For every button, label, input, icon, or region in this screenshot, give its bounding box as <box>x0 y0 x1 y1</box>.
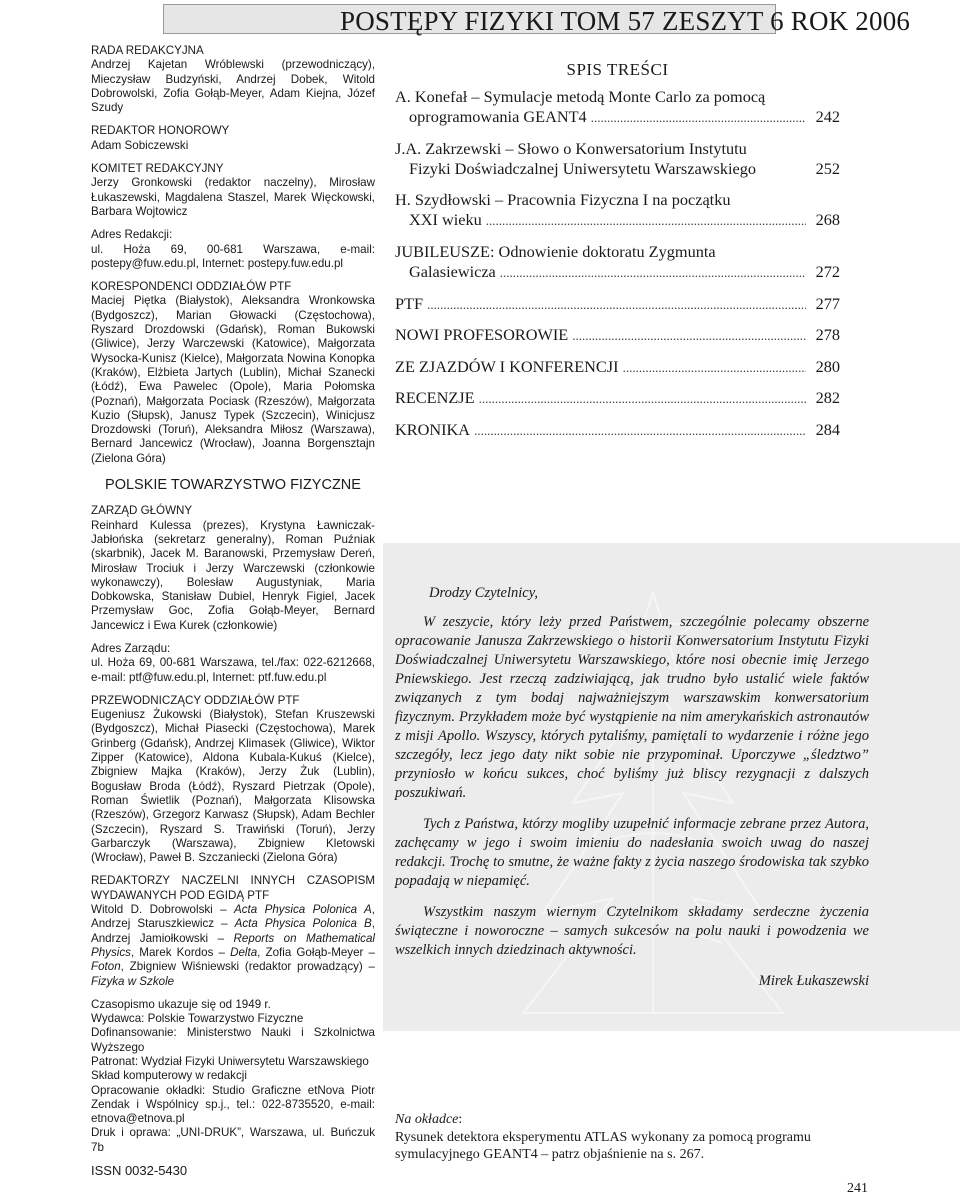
toc-leader <box>572 326 806 347</box>
toc-entry-title: PTF <box>395 293 424 313</box>
letter-paragraph: W zeszycie, który leży przed Państwem, szczególnie polecamy obszerne opracowanie Janusza Zakrzewskiego o historii Konwersatorium Instytutu Fizyki Doświadczalnej Uniwersytetu Warszawskiego, które nosi obecnie imię Jerzego Pniewskiego. Jest rzeczą zadziwiającą, jak trudno było ustalić wiele faktów związanych z tym bodaj najważniejszym warszawskim konwersatorium fizycznym. Przykładem może być wystąpienie na nim amerykańskich astronautów z misji Apollo. Wszyscy, których pytaliśmy, pamiętali to wydarzenie i różne jego szczegóły, lecz jego daty nikt sobie nie przypominał. Uporczywe „śledztwo” przyniosło w końcu sukces, choć byliśmy już bliscy rezygnacji z dalszych poszukiwań. <box>395 614 869 801</box>
wydawca-text: Wydawca: Polskie Towarzystwo Fizyczne <box>91 1012 304 1026</box>
rada-title: RADA REDAKCYJNA <box>91 44 204 57</box>
table-of-contents <box>395 60 840 451</box>
przew-text: Eugeniusz Żukowski (Białystok), Stefan Kruszewski (Bydgoszcz), Michał Piasecki (Częstochowa), Marek Grinberg (Gdańsk), Andrzej Klimasek (Gliwice), Wiktor Zipper (Katowice), Aldona Kubala-Kukuś (Kielce), Zbigniew Majka (Kraków), Jerzy Żuk (Lublin), Bogusław Broda (Łódź), Ryszard Pietrzak (Opole), Roman Świetlik (Poznań), Małgorzata Klisowska (Rzeszów), Grzegorz Karwasz (Słupsk), Adam Bechler (Szczecin), Ryszard S. Trawiński (Toruń), Jerzy Garbarczyk (Warszawa), Zbigniew Kletowski (Wrocław), Paweł B. Szczaniecki (Zielona Góra) <box>91 708 375 865</box>
toc-leader <box>500 263 806 284</box>
toc-entry-title-cont: XXI wieku <box>409 210 482 229</box>
letter-greeting: Drodzy Czytelnicy, <box>429 585 538 601</box>
toc-entry-title: ZE ZJAZDÓW I KONFERENCJI <box>395 356 619 376</box>
toc-entry[interactable] <box>395 357 840 379</box>
redaktorzy-text: Witold D. Dobrowolski – Acta Physica Polonica A, Andrzej Staruszkiewicz – Acta Physica Polonica B, Andrzej Jamiołkowski – Reports on Mathematical Physics, Marek Kordos – Delta, Zofia Gołąb-Meyer – Foton, Zbigniew Wiśniewski (redaktor prowadzący) – Fizyka w Szkole <box>91 903 376 988</box>
komitet-text: Jerzy Gronkowski (redaktor naczelny), Mirosław Łukaszewski, Magdalena Staszel, Marek Więckowski, Barbara Wojtowicz <box>91 176 375 218</box>
druk-text: Druk i oprawa: „UNI-DRUK”, Warszawa, ul. Buńczuk 7b <box>91 1126 375 1154</box>
komitet-title: KOMITET REDAKCYJNY <box>91 162 224 176</box>
page-number: 241 <box>847 1181 868 1196</box>
czasopismo-text: Czasopismo ukazuje się od 1949 r. <box>91 997 271 1011</box>
toc-leader <box>474 421 806 442</box>
issn: ISSN 0032-5430 <box>91 1163 188 1179</box>
cover-note <box>395 1111 869 1164</box>
editorial-letter <box>395 584 869 991</box>
toc-entry-title-cont: Galasiewicza <box>409 262 496 281</box>
toc-entry[interactable] <box>395 294 840 316</box>
dofinansowanie-text: Dofinansowanie: Ministerstwo Nauki i Szkolnictwa Wyższego <box>91 1026 375 1054</box>
toc-page-number: 252 <box>815 159 840 178</box>
toc-entry-title: NOWI PROFESOROWIE <box>395 325 569 344</box>
toc-entry[interactable] <box>395 420 840 442</box>
toc-page-number: 278 <box>815 325 840 344</box>
redaktorzy-title: REDAKTORZY NACZELNI INNYCH CZASOPISM WYDAWANYCH POD EGIDĄ PTF <box>91 874 375 902</box>
toc-entry-title: RECENZJE <box>395 388 475 407</box>
adres-zarzadu-text: ul. Hoża 69, 00-681 Warszawa, tel./fax: 022-6212668, e-mail: ptf@fuw.edu.pl, Internet: ptf.fuw.edu.pl <box>91 656 375 684</box>
toc-entry-title-cont: Fizyki Doświadczalnej Uniwersytetu Warszawskiego <box>409 159 756 178</box>
toc-entry[interactable] <box>395 87 840 129</box>
adres-title: Adres Redakcji: <box>91 228 173 242</box>
toc-leader <box>623 358 806 379</box>
toc-page-number: 268 <box>815 210 840 229</box>
toc-entry[interactable] <box>395 388 840 410</box>
zarzad-text: Reinhard Kulessa (prezes), Krystyna Ławniczak-Jabłońska (sekretarz generalny), Roman Puźniak (skarbnik), Jacek M. Baranowski, Przemysław Dereń, Mirosław Trociuk i Jerzy Warczewski (członkowie wykonawczy), Bolesław Augustyniak, Maria Dobkowska, Stanisław Dubiel, Henryk Figiel, Jacek Przemysław Goc, Zofia Gołąb-Meyer, Bernard Jancewicz i Ewa Kurek (członkowie) <box>91 518 375 632</box>
toc-entry-title: J.A. Zakrzewski – Słowo o Konwersatorium Instytutu <box>395 138 747 158</box>
cover-label-colon: : <box>458 1112 463 1127</box>
journal-title: POSTĘPY FIZYKI TOM 57 ZESZYT 6 ROK 2006 <box>340 6 911 36</box>
journal-header <box>163 4 911 36</box>
toc-entry[interactable] <box>395 139 840 180</box>
toc-entry-title: KRONIKA <box>395 419 471 439</box>
toc-leader <box>427 295 806 316</box>
toc-entry-title-cont: oprogramowania GEANT4 <box>409 107 587 126</box>
toc-page-number: 280 <box>815 356 840 376</box>
toc-entry[interactable] <box>395 242 840 284</box>
toc-heading: SPIS TREŚCI <box>566 60 669 79</box>
patronat-text: Patronat: Wydział Fizyki Uniwersytetu Warszawskiego <box>91 1055 369 1068</box>
toc-page-number: 272 <box>815 262 840 281</box>
toc-leader <box>486 211 806 232</box>
toc-entry[interactable] <box>395 190 840 232</box>
zarzad-title: ZARZĄD GŁÓWNY <box>91 504 193 518</box>
sklad-text: Skład komputerowy w redakcji <box>91 1069 247 1083</box>
cover-label: Na okładce <box>395 1112 459 1127</box>
koresp-title: KORESPONDENCI ODDZIAŁÓW PTF <box>91 280 292 294</box>
letter-paragraph: Tych z Państwa, którzy mogliby uzupełnić informacje zebrane przez Autora, zachęcamy w jego i swoim imieniu do nadesłania swoich uwag do naszej redakcji. Trochę to smutne, że ważne fakty z życia naszego środowiska tak szybko popadają w niepamięć. <box>395 816 869 889</box>
toc-entry-title: JUBILEUSZE: Odnowienie doktoratu Zygmunta <box>395 241 716 261</box>
cover-text: Rysunek detektora eksperymentu ATLAS wykonany za pomocą programu symulacyjnego GEANT4 – patrz objaśnienie na s. 267. <box>395 1129 811 1162</box>
rada-text: Andrzej Kajetan Wróblewski (przewodniczący), Mieczysław Budzyński, Andrzej Dobek, Witold Dobrowolski, Zofia Gołąb-Meyer, Adam Kiejna, Józef Szudy <box>91 58 375 115</box>
toc-page-number: 282 <box>815 388 840 407</box>
adres-zarzadu-title: Adres Zarządu: <box>91 641 171 655</box>
toc-page-number: 242 <box>815 107 840 126</box>
honorowy-text: Adam Sobiczewski <box>91 138 189 152</box>
toc-page-number: 284 <box>815 419 840 439</box>
toc-entry-title: H. Szydłowski – Pracownia Fizyczna I na początku <box>395 189 731 209</box>
toc-page-number: 277 <box>815 293 840 313</box>
toc-entry[interactable] <box>395 325 840 347</box>
toc-leader <box>479 389 806 410</box>
toc-leader <box>591 108 806 129</box>
ptf-title: POLSKIE TOWARZYSTWO FIZYCZNE <box>105 477 361 494</box>
koresp-text: Maciej Piętka (Białystok), Aleksandra Wronkowska (Bydgoszcz), Marian Głowacki (Częstochowa), Ryszard Drozdowski (Gdańsk), Roman Bukowski (Gliwice), Jerzy Warczewski (Katowice), Małgorzata Wysocka-Kunisz (Kielce), Małgorzata Nowina Konopka (Kraków), Elżbieta Jartych (Lublin), Michał Szanecki (Łódź), Ewa Pawelec (Opole), Maria Połomska (Poznań), Małgorzata Pociask (Rzeszów), Małgorzata Kuzio (Słupsk), Janusz Typek (Szczecin), Winicjusz Drozdowski (Toruń), Aleksandra Miłosz (Warszawa), Bernard Jancewicz (Wrocław), Joanna Borgensztajn (Zielona Góra) <box>91 294 375 465</box>
letter-paragraph: Wszystkim naszym wiernym Czytelnikom składamy serdeczne życzenia świąteczne i noworoczne – samych sukcesów na polu nauki i powodzenia we wszelkich innych dziedzinach aktywności. <box>395 904 869 958</box>
honorowy-title: REDAKTOR HONOROWY <box>91 124 230 138</box>
letter-signature: Mirek Łukaszewski <box>758 973 869 989</box>
editorial-masthead <box>91 44 375 1178</box>
toc-entry-title: A. Konefał – Symulacje metodą Monte Carlo za pomocą <box>395 86 766 106</box>
okladka-text: Opracowanie okładki: Studio Graficzne etNova Piotr Zendak i Wspólnicy sp.j., tel.: 022-8735520, e-mail: etnova@etnova.pl <box>91 1083 375 1126</box>
przew-title: PRZEWODNICZĄCY ODDZIAŁÓW PTF <box>91 693 300 707</box>
adres-text: ul. Hoża 69, 00-681 Warszawa, e-mail: postepy@fuw.edu.pl, Internet: postepy.fuw.edu.pl <box>91 242 375 270</box>
